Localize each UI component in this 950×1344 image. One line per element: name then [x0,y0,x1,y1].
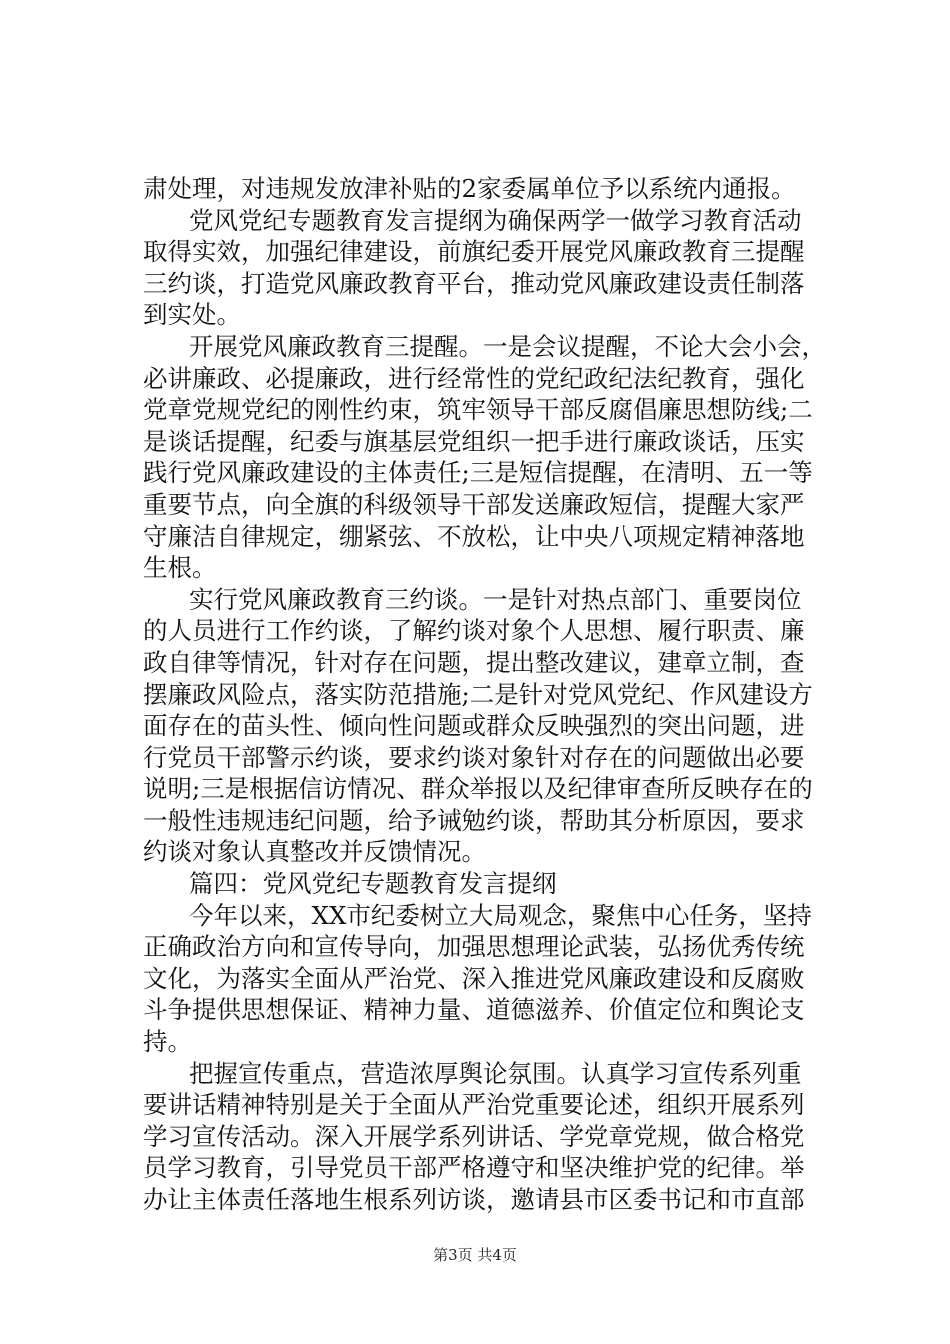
text-line: 到实处。 [143,300,241,330]
text-line: 办让主体责任落地生根系列访谈，邀请县市区委书记和市直部 [143,1185,805,1214]
text-line: 肃处理，对违规发放津补贴的2家委属单位予以系统内通报。 [143,174,796,203]
text-line: 行党员干部警示约谈，要求约谈对象针对存在的问题做出必要 [143,742,805,772]
text-line: 把握宣传重点，营造浓厚舆论氛围。认真学习宣传系列重 [189,1058,802,1088]
text-line: 说明;三是根据信访情况、群众举报以及纪律审查所反映存在的 [143,774,813,804]
text-line: 重要节点，向全旗的科级领导干部发送廉政短信，提醒大家严 [143,489,805,519]
text-line: 开展党风廉政教育三提醒。一是会议提醒，不论大会小会， [189,331,826,361]
text-line: 文化，为落实全面从严治党、深入推进党风廉政建设和反腐败 [143,963,805,993]
text-line: 要讲话精神特别是关于全面从严治党重要论述，组织开展系列 [143,1090,805,1120]
document-body [143,173,833,1216]
text-line: 是谈话提醒，纪委与旗基层党组织一把手进行廉政谈话，压实 [143,426,805,456]
text-line: 斗争提供思想保证、精神力量、道德滋养、价值定位和舆论支 [143,995,805,1025]
text-line: 面存在的苗头性、倾向性问题或群众反映强烈的突出问题，进 [143,711,805,741]
text-line: 三约谈，打造党风廉政教育平台，推动党风廉政建设责任制落 [143,268,805,298]
text-line: 的人员进行工作约谈，了解约谈对象个人思想、履行职责、廉 [143,616,805,646]
text-line: 约谈对象认真整改并反馈情况。 [143,837,486,867]
text-line: 持。 [143,1027,192,1057]
text-line: 摆廉政风险点，落实防范措施;二是针对党风党纪、作风建设方 [143,679,813,709]
text-line: 正确政治方向和宣传导向，加强思想理论武装，弘扬优秀传统 [143,932,805,962]
text-line: 取得实效，加强纪律建设，前旗纪委开展党风廉政教育三提醒 [143,237,805,267]
text-line: 生根。 [143,553,217,583]
text-line: 政自律等情况，针对存在问题，提出整改建议，建章立制，查 [143,647,805,677]
text-line: 党章党规党纪的刚性约束，筑牢领导干部反腐倡廉思想防线;二 [143,395,813,425]
text-line: 一般性违规违纪问题，给予诫勉约谈，帮助其分析原因，要求 [143,805,805,835]
text-line: 学习宣传活动。深入开展学系列讲话、学党章党规，做合格党 [143,1121,805,1151]
text-line: 篇四：党风党纪专题教育发言提纲 [189,869,557,899]
text-line: 守廉洁自律规定，绷紧弦、不放松，让中央八项规定精神落地 [143,521,805,551]
text-line: 践行党风廉政建设的主体责任;三是短信提醒，在清明、五一等 [143,458,813,488]
text-line: 党风党纪专题教育发言提纲为确保两学一做学习教育活动 [189,205,802,235]
text-line: 员学习教育，引导党员干部严格遵守和坚决维护党的纪律。举 [143,1153,805,1183]
text-line: 今年以来，XX市纪委树立大局观念，聚焦中心任务，坚持 [189,900,812,930]
text-line: 必讲廉政、必提廉政，进行经常性的党纪政纪法纪教育，强化 [143,363,805,393]
page-footer: 第3页 共4页 [433,1246,517,1264]
text-line: 实行党风廉政教育三约谈。一是针对热点部门、重要岗位 [189,584,802,614]
